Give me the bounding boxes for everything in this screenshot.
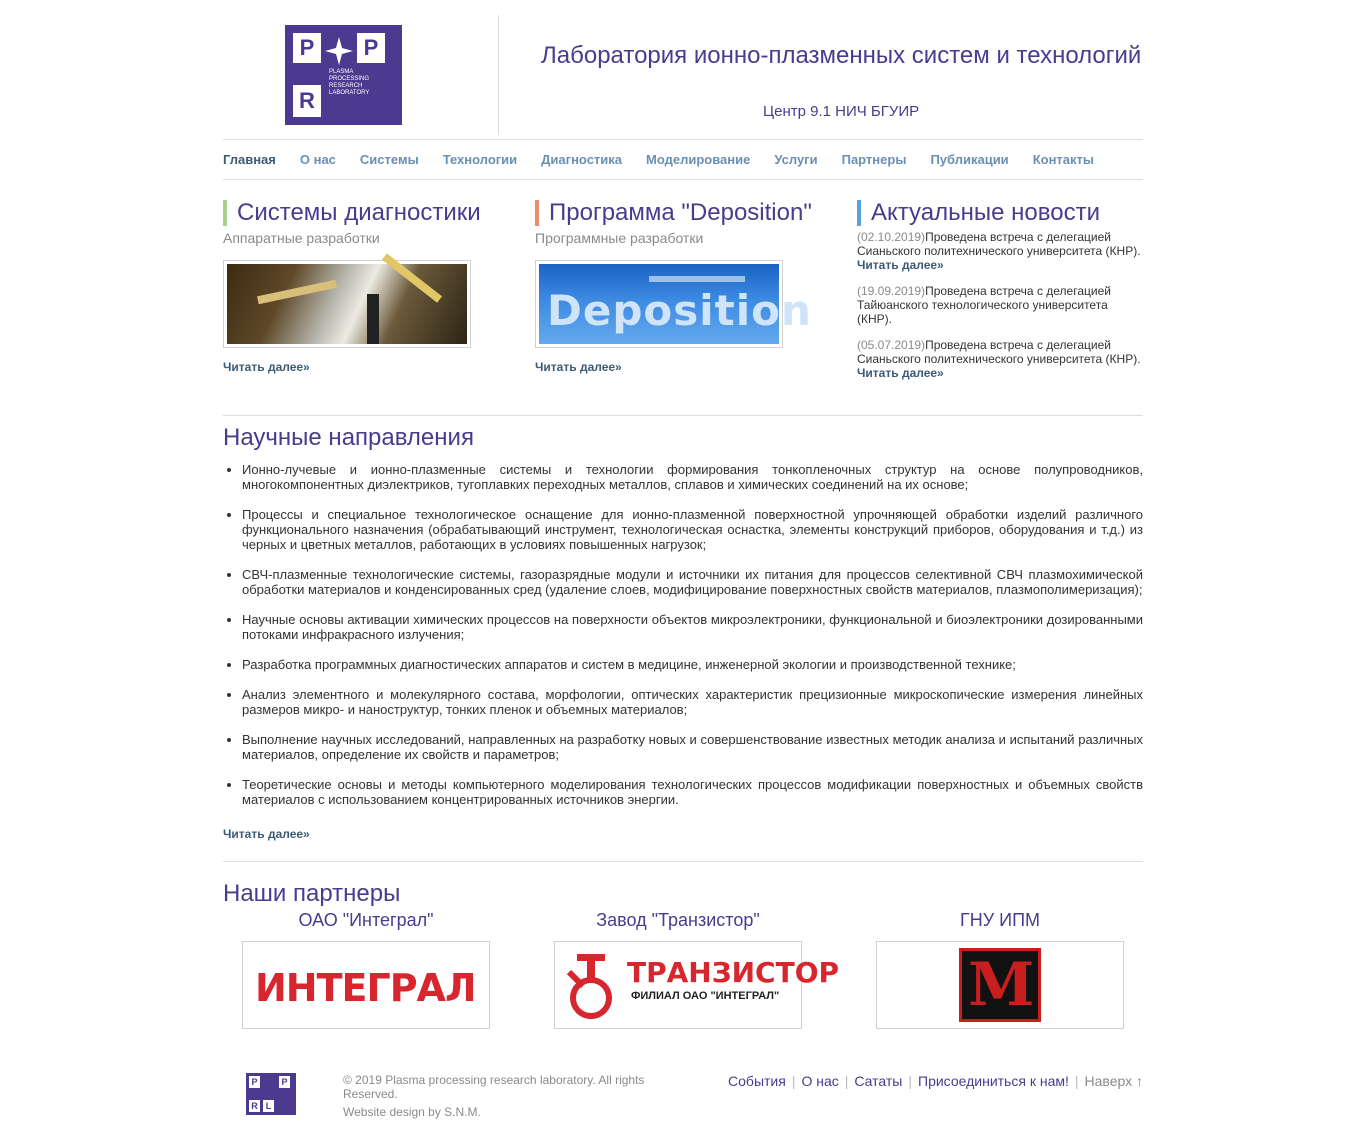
nav-contacts[interactable]: Контакты xyxy=(1032,152,1094,167)
news-date: (05.07.2019) xyxy=(857,338,926,352)
footer-links xyxy=(728,1073,1143,1089)
nav-modeling[interactable]: Моделирование xyxy=(646,152,751,167)
nav-about[interactable]: О нас xyxy=(299,152,336,167)
back-to-top-link[interactable]: Наверх ↑ xyxy=(1084,1073,1143,1089)
deposition-read-more[interactable]: Читать далее» xyxy=(535,360,622,374)
logo-caption: PLASMA PROCESSING RESEARCH LABORATORY xyxy=(329,69,370,96)
deposition-image[interactable] xyxy=(535,260,812,348)
news-text: Проведена встреча с делегацией Тайюанского технологического университета (КНР). xyxy=(857,284,1111,326)
nav-systems[interactable]: Системы xyxy=(359,152,419,167)
footer-logo-letter: P xyxy=(279,1076,290,1088)
deposition-banner-word: Deposition xyxy=(547,286,812,335)
diagnostics-photo xyxy=(227,264,467,344)
partner-integral xyxy=(242,909,490,1029)
footer-separator: | xyxy=(844,1073,849,1089)
news-item xyxy=(857,230,1143,272)
science-list xyxy=(223,462,1143,807)
ipm-logo xyxy=(959,948,1041,1022)
partners-section xyxy=(223,862,1143,1059)
partner-logo-link[interactable] xyxy=(554,941,840,1029)
science-section xyxy=(223,416,1143,861)
diagnostics-read-more[interactable]: Читать далее» xyxy=(223,360,310,374)
partner-transistor xyxy=(554,909,840,1029)
site-logo[interactable] xyxy=(285,25,402,125)
news-text: Проведена встреча с делегацией Сианьского политехнического университета (КНР). xyxy=(857,338,1141,366)
science-item: • Ионно-лучевые и ионно-плазменные системы и технологии формирования тонкопленочных структур на основе полупроводников, многокомпонентных диэлектриков, тугоплавких переходных металлов, сплавов и химических соединений на их основе; xyxy=(242,462,1143,492)
nav-services[interactable]: Услуги xyxy=(774,152,818,167)
science-item: • Разработка программных диагностических аппаратов и систем в медицине, инженерной экологии и производственной технике; xyxy=(242,657,1143,672)
science-item: • Теоретические основы и методы компьютерного моделирования технологических процессов модификации поверхностных и объемных свойств материалов с использованием концентрированных источников энергии. xyxy=(242,777,1143,807)
diagnostics-column xyxy=(223,200,503,374)
footer-separator: | xyxy=(1074,1073,1079,1089)
footer-separator: | xyxy=(791,1073,796,1089)
footer-separator: | xyxy=(908,1073,913,1089)
logo-letter-p2: P xyxy=(357,33,385,63)
site-title: Лаборатория ионно-плазменных систем и технологий xyxy=(541,42,1142,69)
header-divider xyxy=(498,15,499,135)
partner-name: ГНУ ИПМ xyxy=(959,910,1041,930)
partners-title: Наши партнеры xyxy=(223,880,401,907)
deposition-subtitle: Программные разработки xyxy=(535,230,704,246)
nav-home[interactable]: Главная xyxy=(223,152,276,167)
transistor-emblem-icon xyxy=(563,950,619,1020)
page-wrapper xyxy=(223,0,1143,1135)
deposition-column xyxy=(535,200,835,374)
footer-copyright: © 2019 Plasma processing research laboratory. All rights Reserved. xyxy=(343,1073,645,1101)
diagnostics-subtitle: Аппаратные разработки xyxy=(223,230,380,246)
nav-diagnostics[interactable]: Диагностика xyxy=(541,152,623,167)
news-item xyxy=(857,338,1143,380)
site-footer xyxy=(223,1055,1143,1135)
partner-logo-link[interactable] xyxy=(876,941,1124,1029)
science-read-more[interactable]: Читать далее» xyxy=(223,827,310,841)
nav-publications[interactable]: Публикации xyxy=(930,152,1009,167)
news-date: (02.10.2019) xyxy=(857,230,926,244)
footer-logo-letter: P xyxy=(249,1076,260,1088)
logo-letter-r: R xyxy=(293,85,321,117)
science-item: • Анализ элементного и молекулярного состава, морфологии, оптических характеристик прецизионные микроскопические измерения линейных размеров микро- и наноструктур, тонких пленок и объемных материалов; xyxy=(242,687,1143,717)
nav-technologies[interactable]: Технологии xyxy=(442,152,518,167)
partner-ipm xyxy=(876,909,1124,1029)
ipm-logo-letter: М xyxy=(968,950,1035,1020)
diagnostics-title: Системы диагностики xyxy=(223,200,503,226)
news-list xyxy=(857,230,1143,380)
footer-logo-letter: L xyxy=(263,1100,274,1112)
site-header xyxy=(223,0,1143,140)
science-item: • Научные основы активации химических процессов на поверхности объектов микроэлектроники, функциональной и биоэлектроники дозированными потоками инфракрасного излучения; xyxy=(242,612,1143,642)
deposition-title: Программа "Deposition" xyxy=(535,200,835,226)
news-text: Проведена встреча с делегацией Сианьского политехнического университета (КНР). xyxy=(857,230,1141,258)
science-item: • Процессы и специальное технологическое оснащение для ионно-плазменной поверхностной упрочняющей обработки изделий различного функционального назначения (обрабатывающий инструмент, технологическая оснастка, элементы конструкций приборов, оборудования и т.д.) из черных и цветных металлов, работающих в условиях повышенных нагрузок; xyxy=(242,507,1143,552)
footer-link-events[interactable]: События xyxy=(728,1073,786,1089)
footer-logo-letter: R xyxy=(249,1100,260,1112)
partners-row xyxy=(223,909,1143,1059)
news-read-more[interactable]: Читать далее» xyxy=(857,258,944,272)
science-title: Научные направления xyxy=(223,424,474,451)
footer-credit: Website design by S.N.M. xyxy=(343,1105,481,1119)
site-subtitle: Центр 9.1 НИЧ БГУИР xyxy=(763,103,920,120)
news-read-more[interactable]: Читать далее» xyxy=(857,366,944,380)
partner-logo-link[interactable] xyxy=(242,941,490,1029)
science-item: • Выполнение научных исследований, направленных на разработку новых и совершенствование известных методик анализа и испытаний различных материалов, определение их свойств и параметров; xyxy=(242,732,1143,762)
news-column xyxy=(857,200,1143,392)
news-title: Актуальные новости xyxy=(857,200,1143,226)
nav-partners[interactable]: Партнеры xyxy=(841,152,907,167)
footer-link-articles[interactable]: Сататы xyxy=(854,1073,903,1089)
news-item xyxy=(857,284,1143,326)
integral-logo: ИНТЕГРАЛ xyxy=(255,966,476,1010)
partner-name: Завод "Транзистор" xyxy=(596,910,760,930)
diagnostics-image[interactable] xyxy=(223,260,471,348)
logo-letter-p1: P xyxy=(293,33,321,63)
footer-link-join[interactable]: Присоединиться к нам! xyxy=(918,1073,1069,1089)
feature-columns xyxy=(223,180,1143,416)
science-item: • СВЧ-плазменные технологические системы, газоразрядные модули и источники их питания для процессов селективной СВЧ плазмохимической обработки материалов и конденсированных сред (удаление слоев, модифицирование поверхностных свойств материалов, плазмополимеризация); xyxy=(242,567,1143,597)
main-nav xyxy=(223,140,1143,180)
news-date: (19.09.2019) xyxy=(857,284,926,298)
transistor-logo-text: ТРАНЗИСТОР xyxy=(627,956,840,989)
transistor-logo-sub: ФИЛИАЛ ОАО "ИНТЕГРАЛ" xyxy=(631,990,780,1002)
logo-star-icon xyxy=(325,37,353,65)
deposition-banner xyxy=(539,264,812,344)
footer-logo[interactable] xyxy=(246,1073,296,1115)
footer-link-about[interactable]: О нас xyxy=(801,1073,839,1089)
partner-name: ОАО "Интеграл" xyxy=(298,910,434,930)
